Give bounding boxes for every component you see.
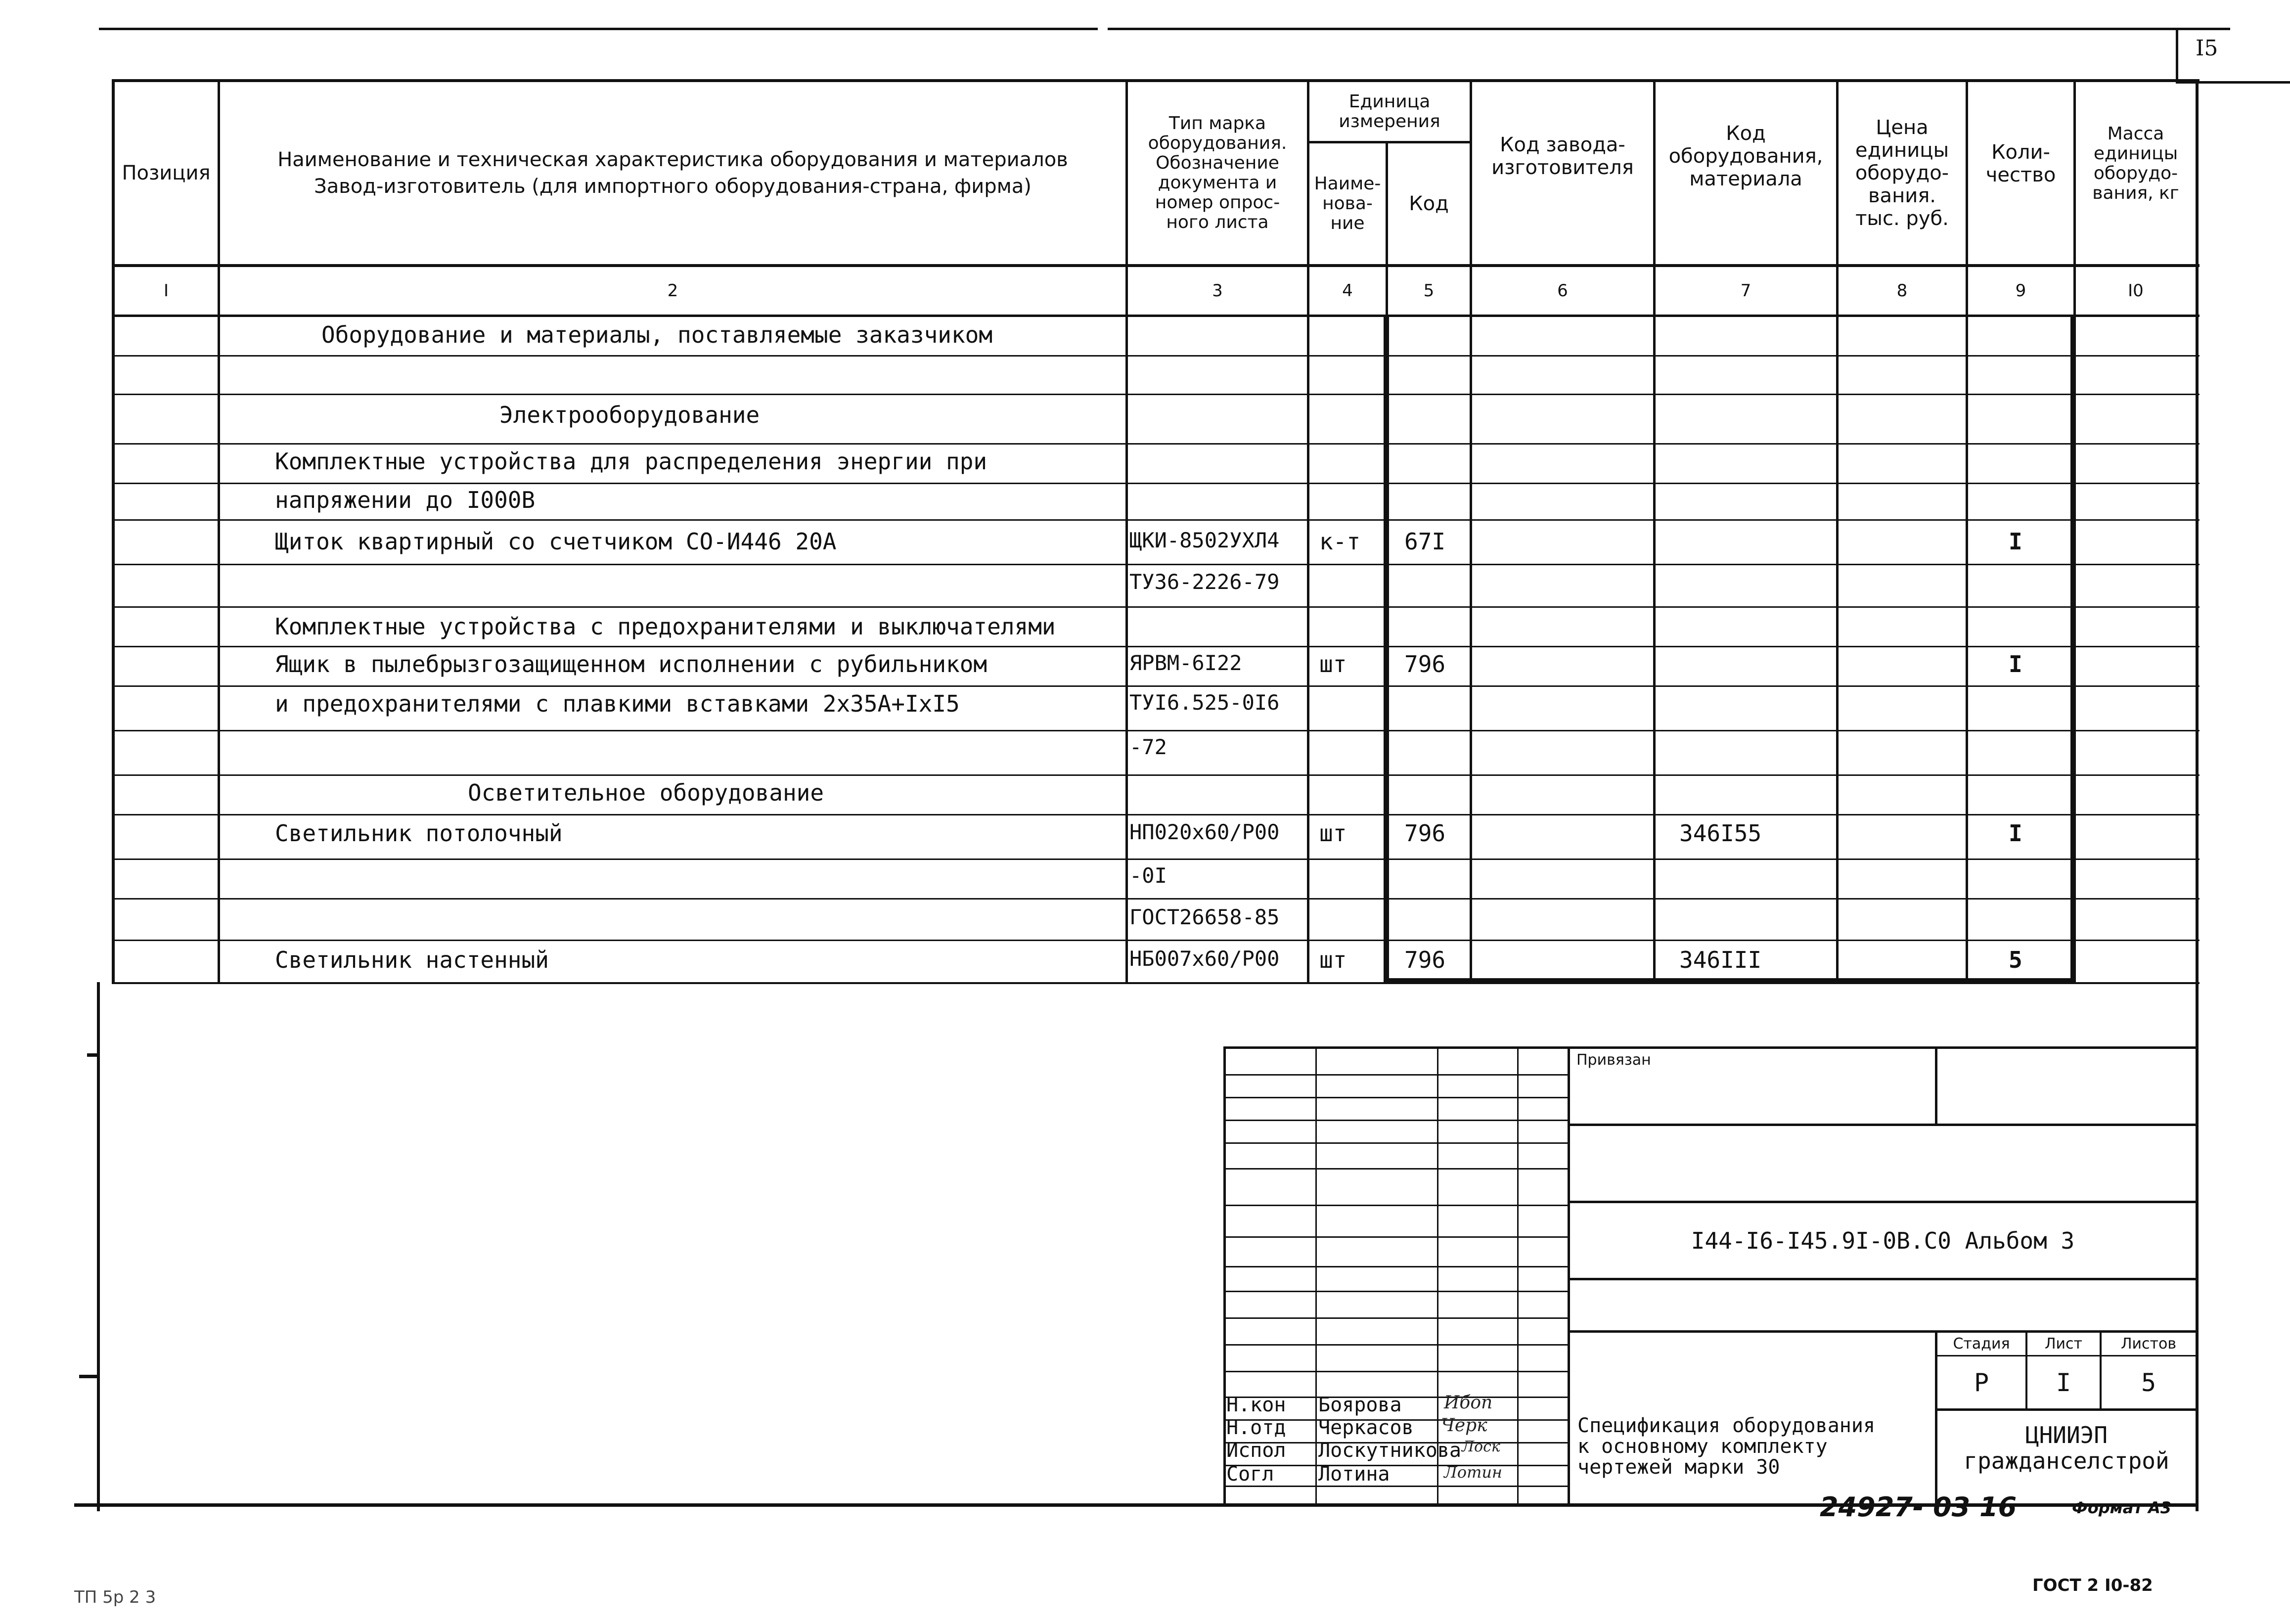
gost-label: ГОСТ 2 I0-82 <box>2032 1576 2153 1595</box>
row-code: 796 <box>1404 947 1446 973</box>
organization-name: ЦНИИЭП гражданселстрой <box>1964 1422 2169 1474</box>
row-unit: шт <box>1319 947 1347 973</box>
row-name: Светильник настенный <box>275 947 549 973</box>
sheets-value: 5 <box>2141 1368 2156 1397</box>
format-label: Формат А3 <box>2072 1498 2172 1517</box>
header-type: Тип марка оборудования. Обозначение документа и номер опрос- ного листа <box>1148 113 1287 232</box>
header-equipment-code: Код оборудования, материала <box>1668 122 1823 190</box>
column-number: I <box>163 281 169 301</box>
row-type: НБ007х60/Р00 <box>1129 947 1280 971</box>
row-qty: I <box>2009 820 2022 847</box>
header-factory-code: Код завода- изготовителя <box>1491 134 1634 179</box>
column-number: 5 <box>1423 281 1435 301</box>
sheets-label: Листов <box>2120 1335 2177 1353</box>
row-name: Электрооборудование <box>499 402 760 428</box>
row-type: НП020х60/Р00 <box>1129 820 1280 844</box>
row-unit: к-т <box>1319 528 1361 555</box>
row-name: Светильник потолочный <box>275 820 563 847</box>
signature-role: Испол <box>1226 1439 1286 1462</box>
header-mass: Масса единицы оборудо- вания, кг <box>2092 124 2179 203</box>
signature-role: Согл <box>1226 1463 1274 1486</box>
row-type: -0I <box>1129 863 1167 888</box>
privyazan-label: Привязан <box>1576 1051 1651 1069</box>
row-qty: 5 <box>2009 947 2022 973</box>
signature-name: Лотина <box>1318 1463 1390 1486</box>
signature-mark: Черк <box>1441 1415 1487 1436</box>
row-name: Комплектные устройства с предохранителями и выключателями <box>275 613 1056 640</box>
column-number: 8 <box>1896 281 1908 301</box>
row-name: напряжении до I000В <box>275 487 536 513</box>
row-name: Осветительное оборудование <box>468 779 824 806</box>
header-quantity: Коли- чество <box>1985 141 2056 186</box>
row-type: ГОСТ26658-85 <box>1129 905 1280 929</box>
signature-name: Боярова <box>1318 1394 1402 1416</box>
row-type: ЩКИ-8502УХЛ4 <box>1129 528 1280 552</box>
sheet-label: Лист <box>2044 1335 2083 1353</box>
column-number: 2 <box>667 281 678 301</box>
column-number: 3 <box>1212 281 1223 301</box>
stage-value: Р <box>1974 1368 1989 1397</box>
row-qty: I <box>2009 651 2022 677</box>
header-price: Цена единицы оборудо- вания. тыс. руб. <box>1855 116 1949 230</box>
row-qty: I <box>2009 528 2022 555</box>
row-eqcode: 346I55 <box>1679 820 1762 847</box>
column-number: 7 <box>1740 281 1751 301</box>
document-description: Спецификация оборудования к основному комплекту чертежей марки 30 <box>1577 1414 1876 1479</box>
row-name: Комплектные устройства для распределения энергии при <box>275 448 988 475</box>
row-name: Ящик в пылебрызгозащищенном исполнении с рубильником <box>275 651 988 677</box>
row-type: ТУ36-2226-79 <box>1129 570 1280 594</box>
sheet-value: I <box>2056 1368 2071 1397</box>
column-number: I0 <box>2128 281 2144 301</box>
row-unit: шт <box>1319 651 1347 677</box>
column-number: 4 <box>1342 281 1353 301</box>
row-unit: шт <box>1319 820 1347 847</box>
inventory-number: 24927- 03 16 <box>1820 1491 2017 1523</box>
row-code: 796 <box>1404 651 1446 677</box>
row-code: 796 <box>1404 820 1446 847</box>
row-name: Оборудование и материалы, поставляемые заказчиком <box>321 321 993 348</box>
signature-name: Лоскутникова <box>1318 1439 1461 1462</box>
stage-label: Стадия <box>1953 1335 2010 1353</box>
signature-role: Н.кон <box>1226 1394 1286 1416</box>
signature-name: Черкасов <box>1318 1416 1414 1439</box>
header-unit-name: Наиме- нова- ние <box>1314 174 1381 233</box>
row-type: ТУI6.525-0I6 <box>1129 690 1280 715</box>
row-name: и предохранителями с плавкими вставками 2х35А+IхI5 <box>275 690 960 717</box>
signature-mark: Ибоп <box>1444 1393 1493 1413</box>
signature-role: Н.отд <box>1226 1416 1286 1439</box>
column-number: 6 <box>1557 281 1568 301</box>
row-code: 67I <box>1404 528 1446 555</box>
header-name: Наименование и техническая характеристика оборудования и материалов Завод-изготовитель (для импортного оборудования-страна, фирма) <box>277 148 1068 198</box>
row-type: ЯРВМ-6I22 <box>1129 651 1242 675</box>
column-number: 9 <box>2015 281 2026 301</box>
bottom-left-mark: ТП 5р 2 3 <box>74 1587 156 1607</box>
row-eqcode: 346III <box>1679 947 1762 973</box>
signature-mark: Лотин <box>1444 1463 1502 1482</box>
header-position: Позиция <box>122 162 211 184</box>
row-name: Щиток квартирный со счетчиком СО-И446 20А <box>275 528 837 555</box>
document-code: I44-I6-I45.9I-0В.С0 Альбом 3 <box>1691 1227 2075 1254</box>
header-unit-code: Код <box>1409 192 1449 215</box>
signature-mark: Лоск <box>1462 1438 1500 1455</box>
sheet-corner-number: I5 <box>2196 36 2218 61</box>
header-unit: Единица измерения <box>1339 91 1440 132</box>
row-type: -72 <box>1129 735 1167 759</box>
